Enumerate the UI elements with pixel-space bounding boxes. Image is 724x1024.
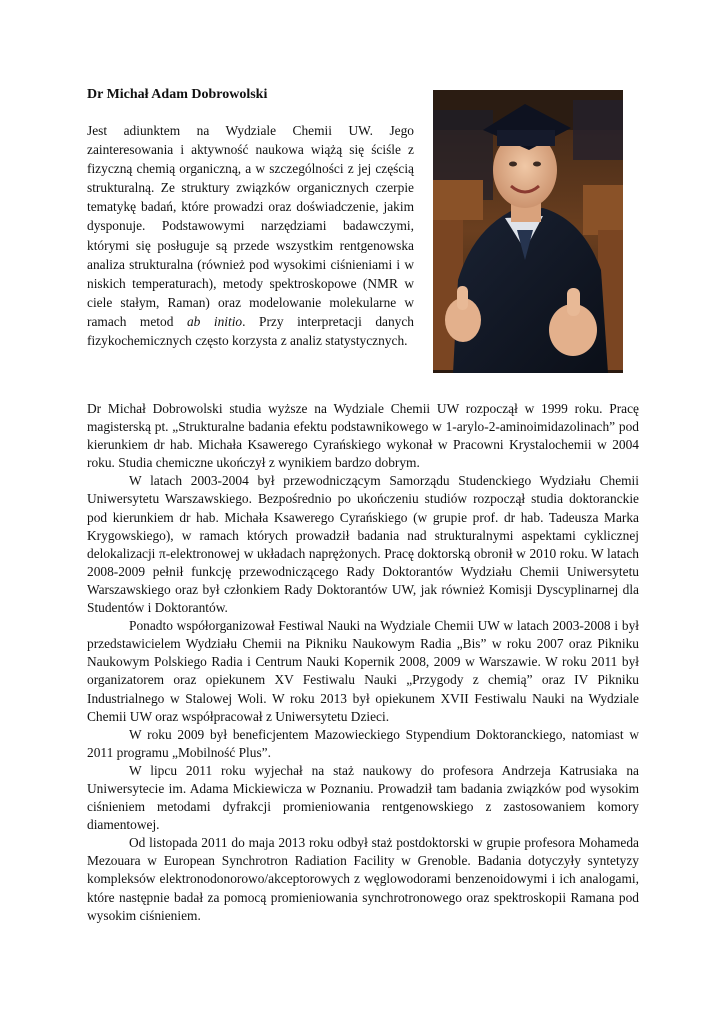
portrait-illustration bbox=[433, 90, 623, 373]
intro-text-1: Jest adiunktem na Wydziale Chemii UW. Jego zainteresowania i aktywność naukowa wiążą się ściśle z fizyczną chemią organiczną, a w szczególności z jej częścią strukturalną. Ze struktury związków organicznych czerpie tematykę badań, które prowadzi oraz doświadczenie, jakim dysponuje. Podstawowymi narzędziami badawczymi, którymi się posługuje są przede wszystkim rentgenowska analiza strukturalna (również pod wysokimi ciśnieniami i w niskich temperaturach), metody spektroskopowe (NMR w ciele stałym, Raman) oraz modelowanie molekularne w ramach metod bbox=[87, 123, 414, 329]
bio-paragraph-6: Od listopada 2011 do maja 2013 roku odbył staż postdoktorski w grupie profesora Mohameda Mezouara w European Synchrotron Radiation Facility w Grenoble. Badania dotyczyły syntetyzy kompleksów elektronodonorowo/akceptorowych z węglowodorami benzenoidowymi i ich analogami, które następnie badał za pomocą promieniowania synchrotronowego oraz spektroskopii Ramana pod wysokim ciśnieniem. bbox=[87, 835, 639, 923]
bio-paragraph-3: Ponadto współorganizował Festiwal Nauki na Wydziale Chemii UW w latach 2003-2008 i był przedstawicielem Wydziału Chemii na Pikniku Naukowym Radia „Bis” w roku 2007 oraz Pikniku Naukowym Polskiego Radia i Centrum Nauki Kopernik 2008, 2009 w Warszawie. W roku 2011 był organizatorem oraz opiekunem XV Festiwalu Nauki „Przygody z chemią” oraz IV Pikniku Industrialnego w Stalowej Woli. W roku 2013 był opiekunem XVII Festiwalu Nauki na Wydziale Chemii UW oraz współpracował z Uniwersytetu Dzieci. bbox=[87, 618, 639, 724]
bio-paragraph-1: Dr Michał Dobrowolski studia wyższe na Wydziale Chemii UW rozpoczął w 1999 roku. Pracę magisterską pt. „Strukturalne badania efektu podstawnikowego w 1-arylo-2-aminoimidazolinach” pod kierunkiem dr hab. Michała Ksawerego Cyrańskiego wykonał w Pracowni Krystalochemii w 2004 roku. Studia chemiczne ukończył z wynikiem bardzo dobrym. bbox=[87, 401, 639, 471]
biography bbox=[87, 400, 639, 925]
page-title: Dr Michał Adam Dobrowolski bbox=[87, 87, 268, 102]
bio-paragraph-4: W roku 2009 był beneficjentem Mazowieckiego Stypendium Doktoranckiego, natomiast w 2011 programu „Mobilność Plus”. bbox=[87, 726, 639, 760]
intro-text-2: . Przy interpretacji danych fizykochemicznych często korzysta z analiz statystycznych. bbox=[87, 313, 414, 349]
intro-emphasis: ab initio bbox=[186, 313, 243, 329]
intro-paragraph bbox=[87, 121, 414, 350]
bio-paragraph-5: W lipcu 2011 roku wyjechał na staż naukowy do profesora Andrzeja Katrusiaka na Uniwersytecie im. Adama Mickiewicza w Poznaniu. Prowadził tam badania związków pod wysokim ciśnieniem metodami dyfrakcji promieniowania rentgenowskiego z zastosowaniem komory diamentowej. bbox=[87, 762, 639, 833]
bio-paragraph-2: W latach 2003-2004 był przewodniczącym Samorządu Studenckiego Wydziału Chemii Uniwersytetu Warszawskiego. Bezpośrednio po ukończeniu studiów rozpoczął studia doktoranckie pod kierunkiem dr hab. Michała Ksawerego Cyrańskiego (w grupie prof. dr hab. Tadeusza Marka Krygowskiego), w ramach których prowadził badania nad strukturalnymi aspektami cyklicznej delokalizacji π-elektronowej w układach naprężonych. Pracę doktorską obronił w 2010 roku. W latach 2008-2009 pełnił funkcję przewodniczącego Rady Doktorantów Wydziału Chemii Uniwersytetu Warszawskiego oraz był członkiem Rady Doktorantów UW, jak również Komisji Dyscyplinarnej dla Studentów i Doktorantów. bbox=[87, 473, 639, 616]
portrait-photo bbox=[433, 90, 623, 373]
